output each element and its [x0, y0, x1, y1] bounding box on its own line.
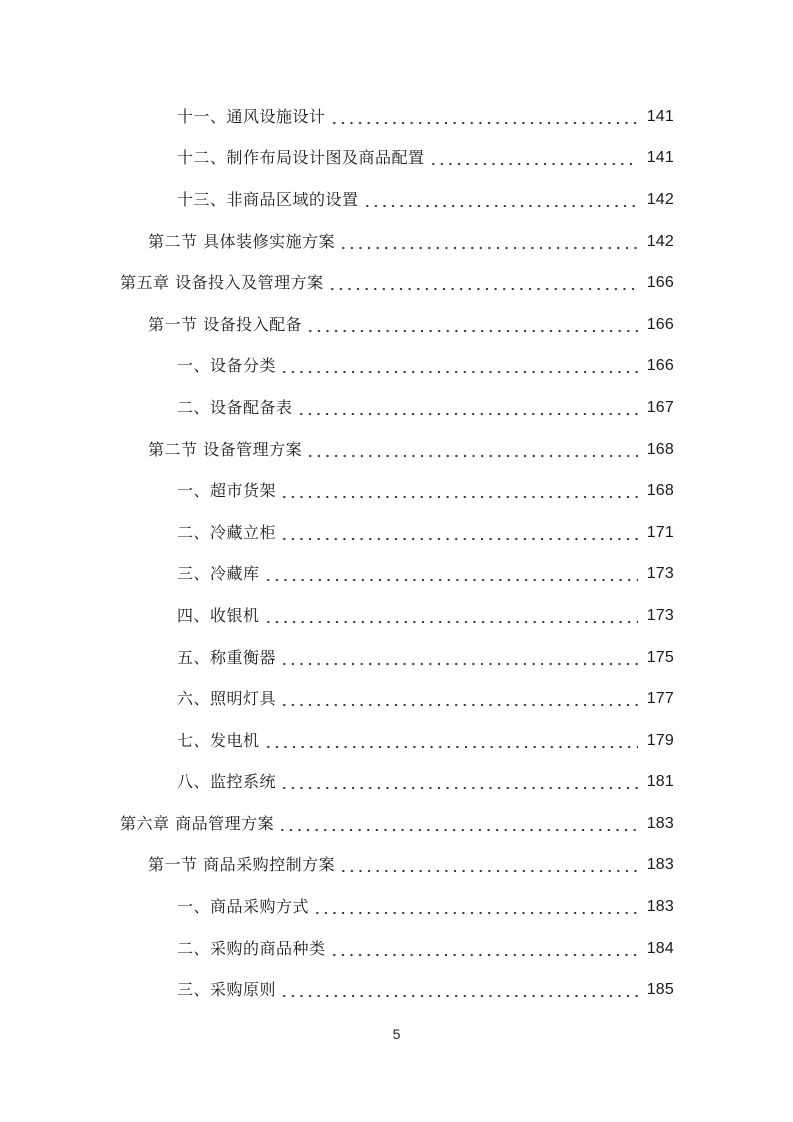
dot-leader — [306, 315, 638, 335]
dot-leader — [264, 564, 638, 584]
dot-leader — [339, 855, 638, 875]
toc-entry-page: 177 — [646, 690, 674, 708]
dot-leader — [363, 190, 638, 210]
toc-entry-page: 183 — [646, 814, 674, 832]
toc-entry-label: 十二、制作布局设计图及商品配置 — [177, 148, 425, 168]
toc-entry-page: 166 — [646, 315, 674, 333]
toc-entry-label: 一、超市货架 — [177, 481, 277, 501]
toc-entry-page: 141 — [646, 149, 674, 167]
toc-entry-page: 173 — [646, 565, 674, 583]
toc-section-entry[interactable] — [0, 304, 793, 346]
toc-entry-label: 二、采购的商品种类 — [177, 938, 326, 958]
toc-entry-label: 一、设备分类 — [177, 356, 277, 376]
toc-chapter-entry[interactable] — [0, 262, 793, 304]
toc-entry[interactable] — [0, 387, 793, 429]
dot-leader — [330, 107, 638, 127]
toc-entry-page: 183 — [646, 856, 674, 874]
toc-section-entry[interactable] — [0, 429, 793, 471]
dot-leader — [264, 606, 638, 626]
dot-leader — [280, 481, 638, 501]
toc-entry-page: 142 — [646, 190, 674, 208]
toc-entry[interactable] — [0, 470, 793, 512]
toc-entry[interactable] — [0, 346, 793, 388]
toc-section-entry[interactable] — [0, 221, 793, 263]
toc-entry[interactable] — [0, 138, 793, 180]
toc-entry-page: 167 — [646, 398, 674, 416]
toc-entry-label: 十三、非商品区域的设置 — [177, 189, 359, 209]
toc-entry-page: 183 — [646, 898, 674, 916]
page-number: 5 — [392, 1026, 401, 1042]
toc-entry-page: 171 — [646, 523, 674, 541]
toc-entry-label: 二、冷藏立柜 — [177, 522, 277, 542]
toc-entry-page: 168 — [646, 440, 674, 458]
table-of-contents — [0, 96, 793, 1011]
toc-entry[interactable] — [0, 762, 793, 804]
toc-entry-page: 179 — [646, 731, 674, 749]
toc-entry[interactable] — [0, 969, 793, 1011]
dot-leader — [339, 232, 638, 252]
toc-entry-label: 第六章 商品管理方案 — [120, 813, 275, 833]
dot-leader — [280, 689, 638, 709]
toc-entry-page: 175 — [646, 648, 674, 666]
dot-leader — [278, 814, 638, 834]
dot-leader — [330, 939, 638, 959]
toc-section-entry[interactable] — [0, 845, 793, 887]
toc-entry-label: 七、发电机 — [177, 730, 260, 750]
toc-entry-label: 第一节 商品采购控制方案 — [148, 855, 336, 875]
toc-entry-page: 185 — [646, 981, 674, 999]
toc-entry-page: 181 — [646, 773, 674, 791]
toc-entry[interactable] — [0, 554, 793, 596]
dot-leader — [306, 440, 638, 460]
dot-leader — [280, 356, 638, 376]
toc-entry-page: 173 — [646, 606, 674, 624]
toc-entry-label: 一、商品采购方式 — [177, 897, 310, 917]
toc-entry[interactable] — [0, 720, 793, 762]
toc-entry[interactable] — [0, 179, 793, 221]
toc-entry-label: 第二节 具体装修实施方案 — [148, 231, 336, 251]
toc-entry-label: 第二节 设备管理方案 — [148, 439, 303, 459]
dot-leader — [297, 398, 638, 418]
toc-entry-page: 141 — [646, 107, 674, 125]
toc-entry[interactable] — [0, 96, 793, 138]
toc-entry-label: 六、照明灯具 — [177, 689, 277, 709]
dot-leader — [280, 648, 638, 668]
toc-entry-page: 184 — [646, 939, 674, 957]
toc-entry[interactable] — [0, 678, 793, 720]
toc-entry[interactable] — [0, 928, 793, 970]
toc-entry[interactable] — [0, 595, 793, 637]
toc-entry-label: 八、监控系统 — [177, 772, 277, 792]
toc-entry[interactable] — [0, 886, 793, 928]
toc-entry-label: 第一节 设备投入配备 — [148, 314, 303, 334]
dot-leader — [280, 523, 638, 543]
toc-entry[interactable] — [0, 512, 793, 554]
toc-entry-label: 三、冷藏库 — [177, 564, 260, 584]
toc-entry[interactable] — [0, 637, 793, 679]
toc-entry-page: 142 — [646, 232, 674, 250]
toc-entry-label: 五、称重衡器 — [177, 647, 277, 667]
dot-leader — [264, 731, 638, 751]
toc-entry-label: 四、收银机 — [177, 605, 260, 625]
toc-entry-label: 十一、通风设施设计 — [177, 106, 326, 126]
toc-chapter-entry[interactable] — [0, 803, 793, 845]
toc-entry-page: 168 — [646, 482, 674, 500]
toc-entry-label: 三、采购原则 — [177, 980, 277, 1000]
dot-leader — [280, 772, 638, 792]
toc-entry-page: 166 — [646, 357, 674, 375]
toc-entry-label: 第五章 设备投入及管理方案 — [120, 273, 324, 293]
dot-leader — [313, 897, 638, 917]
toc-entry-page: 166 — [646, 274, 674, 292]
toc-entry-label: 二、设备配备表 — [177, 397, 293, 417]
dot-leader — [429, 148, 638, 168]
dot-leader — [280, 980, 638, 1000]
dot-leader — [328, 273, 638, 293]
